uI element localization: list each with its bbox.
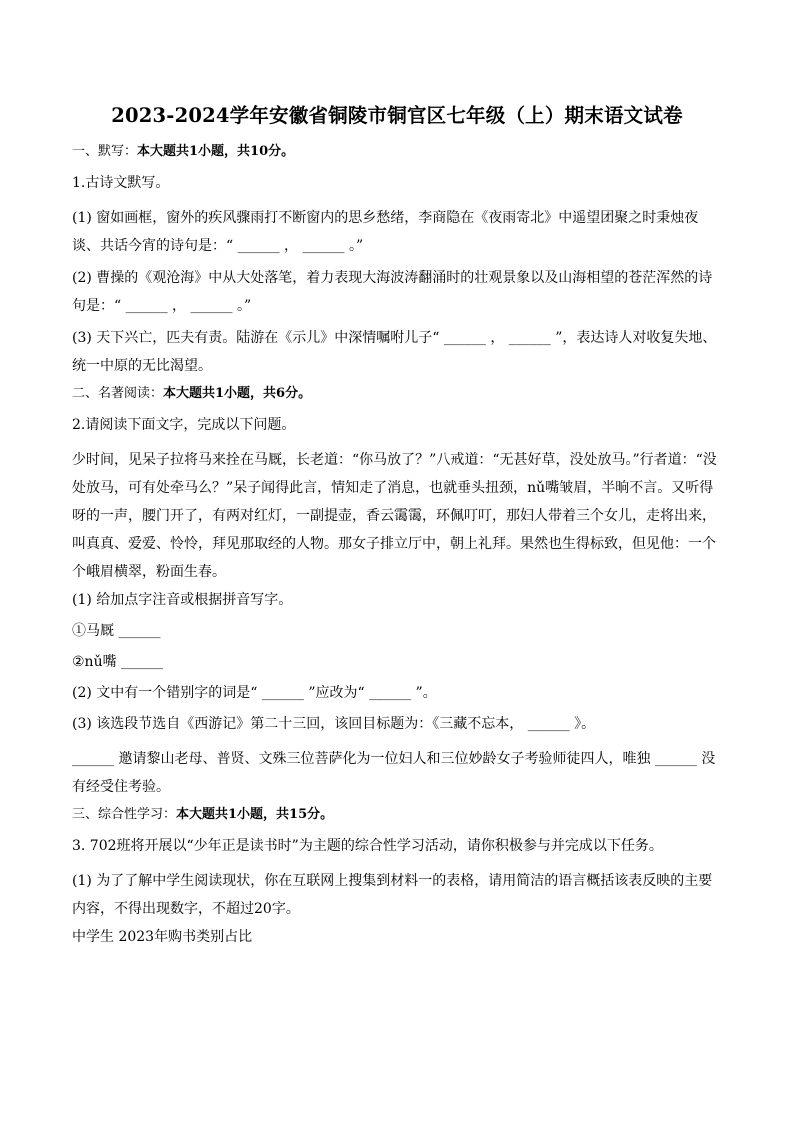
section-3-desc: 本大题共1小题，共15分。: [176, 807, 334, 822]
section-1-heading: [72, 142, 722, 162]
exam-page: [72, 100, 722, 958]
section-1-desc: 本大题共1小题，共10分。: [137, 144, 295, 159]
section-2-desc: 本大题共1小题，共6分。: [163, 386, 312, 401]
section-2-heading: [72, 384, 722, 404]
question-2-sub-3: (3) 该选段节选自《西游记》第二十三回，该回目标题为：《三藏不忘本， ______ 》。: [72, 716, 596, 732]
chart-caption: 中学生 2023年购书类别占比: [72, 929, 253, 945]
question-2-sub-3-continued: ______ 邀请黎山老母、普贤、文殊三位菩萨化为一位妇人和三位妙龄女子考验师徒四人，唯独 ______ 没有经受住考验。: [72, 751, 716, 795]
question-2-sub-1: (1) 给加点字注音或根据拼音写字。: [72, 592, 293, 608]
section-3-heading: [72, 805, 722, 825]
section-3-prefix: 三、综合性学习：: [72, 807, 177, 822]
reading-passage: 少时间，见呆子拉将马来拴在马厩，长老道：“你马放了？”八戒道：“无甚好草，没处放马。”行者道：“没处放马，可有处牵马么？”呆子闻得此言，情知走了消息，也就垂头扭颈，nǔ嘴皱眉，半晌不言。又听得呀的一声，腰门开了，有两对红灯，一副提壶，香云霭霭，环佩叮叮，那妇人带着三个女儿，走将出来，叫真真、爱爱、怜怜，拜见那取经的人物。那女子排立厅中，朝上礼拜。果然也生得标致，但见他：一个个峨眉横翠，粉面生春。: [72, 452, 717, 580]
question-3-title: 3. 702班将开展以“少年正是读书时”为主题的综合性学习活动，请你积极参与并完成以下任务。: [72, 838, 663, 854]
question-1-part-1: (1) 窗如画框，窗外的疾风骤雨打不断窗内的思乡愁绪，李商隐在《夜雨寄北》中遥望团聚之时秉烛夜谈、共话今宵的诗句是：“ ______ ， ______ 。”: [72, 210, 699, 254]
question-3-sub-1: (1) 为了了解中学生阅读现状，你在互联网上搜集到材料一的表格，请用简洁的语言概括该表反映的主要内容，不得出现数字，不超过20字。: [72, 873, 713, 917]
question-1-part-3: (3) 天下兴亡，匹夫有责。陆游在《示儿》中深情嘱咐儿子“ ______ ， ______ ”，表达诗人对收复失地、统一中原的无比渴望。: [72, 330, 717, 374]
exam-title: 2023-2024学年安徽省铜陵市铜官区七年级（上）期末语文试卷: [111, 104, 683, 127]
section-2-prefix: 二、名著阅读：: [72, 386, 164, 401]
section-1-prefix: 一、默写：: [72, 144, 138, 159]
question-1-title: 1.古诗文默写。: [72, 175, 170, 191]
question-2-title: 2.请阅读下面文字，完成以下问题。: [72, 417, 296, 433]
question-1-part-2: (2) 曹操的《观沧海》中从大处落笔，着力表现大海波涛翻涌时的壮观景象以及山海相望的苍茫浑然的诗句是：“ ______ ， ______ 。”: [72, 270, 713, 314]
question-2-sub-2: (2) 文中有一个错别字的词是“ ______ ”应改为“ ______ ”。: [72, 685, 437, 701]
question-2-sub-1-b: ②nǔ嘴 ______: [72, 654, 164, 670]
question-2-sub-1-a: ①马厩 ______: [72, 623, 161, 639]
